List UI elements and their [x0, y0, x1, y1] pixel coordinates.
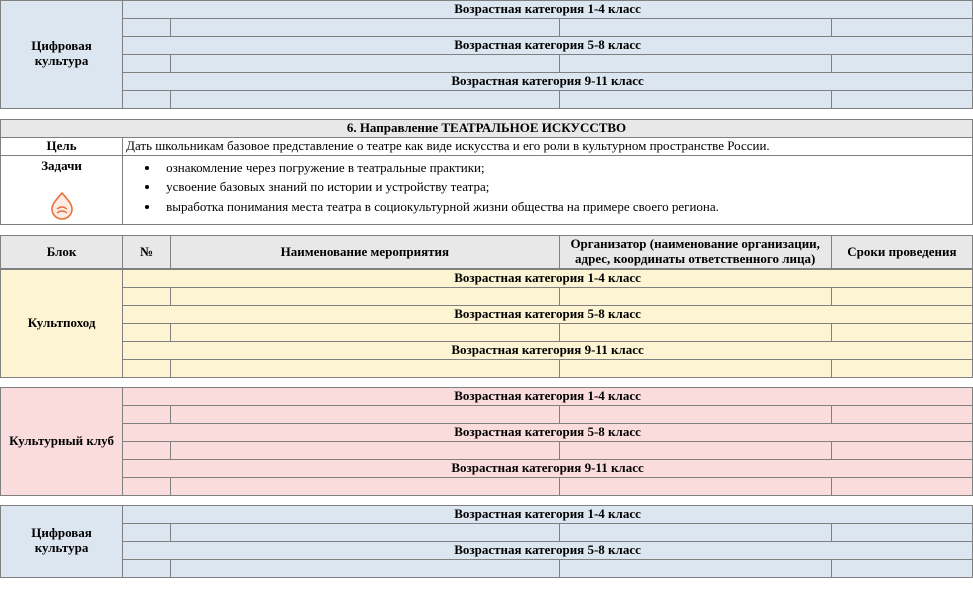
cell-number[interactable] — [123, 18, 171, 36]
table-row — [1, 442, 973, 460]
table-row — [1, 72, 973, 90]
cell-event-name[interactable] — [171, 477, 559, 495]
table-header-row — [1, 236, 973, 269]
cell-event-name[interactable] — [171, 90, 559, 108]
list-item: • выработка понимания места театра в социокультурной жизни общества на примере своего региона. — [160, 199, 969, 215]
spacer — [0, 496, 973, 505]
block-label-cultural-club: Культурный клуб — [1, 388, 123, 496]
table-row — [1, 523, 973, 541]
cell-event-name[interactable] — [171, 442, 559, 460]
column-header-organizer: Организатор (наименование организации, адрес, координаты ответственного лица) — [559, 236, 831, 269]
cell-event-name[interactable] — [171, 559, 559, 577]
cell-dates[interactable] — [831, 288, 972, 306]
list-item: • ознакомление через погружение в театральные практики; — [160, 160, 969, 176]
age-band-1-4: Возрастная категория 1-4 класс — [123, 270, 973, 288]
table-row — [1, 1, 973, 19]
goal-label: Цель — [1, 137, 123, 155]
cell-event-name[interactable] — [171, 406, 559, 424]
cell-number[interactable] — [123, 288, 171, 306]
table-block-cultural-club — [0, 387, 973, 496]
cell-event-name[interactable] — [171, 288, 559, 306]
block-label-digital-culture-top: Цифровая культура — [1, 1, 123, 109]
age-band-9-11: Возрастная категория 9-11 класс — [123, 72, 973, 90]
cell-organizer[interactable] — [559, 324, 831, 342]
table-row — [1, 270, 973, 288]
tasks-label-cell — [1, 155, 123, 225]
cell-dates[interactable] — [831, 18, 972, 36]
cell-number[interactable] — [123, 406, 171, 424]
cell-dates[interactable] — [831, 90, 972, 108]
table-row — [1, 90, 973, 108]
table-section-intro — [0, 119, 973, 226]
table-row — [1, 460, 973, 478]
cell-dates[interactable] — [831, 54, 972, 72]
cell-organizer[interactable] — [559, 559, 831, 577]
list-item: • усвоение базовых знаний по истории и устройству театра; — [160, 179, 969, 195]
cell-dates[interactable] — [831, 559, 972, 577]
cell-number[interactable] — [123, 442, 171, 460]
cell-event-name[interactable] — [171, 360, 559, 378]
table-row — [1, 342, 973, 360]
spacer — [0, 109, 973, 119]
column-header-block: Блок — [1, 236, 123, 269]
spacer — [0, 378, 973, 387]
age-band-5-8: Возрастная категория 5-8 класс — [123, 306, 973, 324]
table-row — [1, 119, 973, 137]
table-column-headers — [0, 235, 973, 269]
cell-number[interactable] — [123, 90, 171, 108]
cell-dates[interactable] — [831, 324, 972, 342]
cell-event-name[interactable] — [171, 324, 559, 342]
table-row — [1, 137, 973, 155]
cell-organizer[interactable] — [559, 442, 831, 460]
table-block-top — [0, 0, 973, 109]
block-label-digital-culture-bottom: Цифровая культура — [1, 505, 123, 577]
table-row — [1, 406, 973, 424]
age-band-5-8: Возрастная категория 5-8 класс — [123, 541, 973, 559]
age-band-1-4: Возрастная категория 1-4 класс — [123, 388, 973, 406]
table-row — [1, 388, 973, 406]
section-header: 6. Направление ТЕАТРАЛЬНОЕ ИСКУССТВО — [1, 119, 973, 137]
droplet-icon — [4, 188, 119, 222]
column-header-event-name: Наименование мероприятия — [171, 236, 559, 269]
cell-dates[interactable] — [831, 406, 972, 424]
column-header-dates: Сроки проведения — [831, 236, 972, 269]
cell-organizer[interactable] — [559, 360, 831, 378]
cell-organizer[interactable] — [559, 18, 831, 36]
cell-number[interactable] — [123, 477, 171, 495]
cell-dates[interactable] — [831, 360, 972, 378]
age-band-1-4: Возрастная категория 1-4 класс — [123, 1, 973, 19]
age-band-9-11: Возрастная категория 9-11 класс — [123, 460, 973, 478]
age-band-1-4: Возрастная категория 1-4 класс — [123, 505, 973, 523]
table-row — [1, 324, 973, 342]
column-header-number: № — [123, 236, 171, 269]
table-row — [1, 36, 973, 54]
cell-event-name[interactable] — [171, 54, 559, 72]
goal-text: Дать школьникам базовое представление о театре как виде искусства и его роли в культурном пространстве России. — [123, 137, 973, 155]
cell-number[interactable] — [123, 523, 171, 541]
age-band-5-8: Возрастная категория 5-8 класс — [123, 424, 973, 442]
cell-organizer[interactable] — [559, 406, 831, 424]
table-row — [1, 306, 973, 324]
table-row — [1, 155, 973, 225]
cell-event-name[interactable] — [171, 18, 559, 36]
cell-organizer[interactable] — [559, 54, 831, 72]
table-row — [1, 360, 973, 378]
cell-number[interactable] — [123, 54, 171, 72]
table-row — [1, 505, 973, 523]
tasks-cell — [123, 155, 973, 225]
table-row — [1, 541, 973, 559]
table-block-digital-culture-bottom — [0, 505, 973, 578]
cell-dates[interactable] — [831, 442, 972, 460]
cell-dates[interactable] — [831, 523, 972, 541]
tasks-list — [126, 160, 969, 215]
table-row — [1, 54, 973, 72]
cell-event-name[interactable] — [171, 523, 559, 541]
cell-number[interactable] — [123, 360, 171, 378]
cell-organizer[interactable] — [559, 523, 831, 541]
tasks-label: Задачи — [41, 157, 82, 173]
cell-dates[interactable] — [831, 477, 972, 495]
cell-number[interactable] — [123, 559, 171, 577]
table-row — [1, 477, 973, 495]
cell-organizer[interactable] — [559, 90, 831, 108]
table-row — [1, 424, 973, 442]
cell-organizer[interactable] — [559, 477, 831, 495]
table-row — [1, 18, 973, 36]
cell-organizer[interactable] — [559, 288, 831, 306]
table-row — [1, 559, 973, 577]
age-band-9-11: Возрастная категория 9-11 класс — [123, 342, 973, 360]
spacer — [0, 225, 973, 235]
block-label-kultpohod: Культпоход — [1, 270, 123, 378]
cell-number[interactable] — [123, 324, 171, 342]
table-block-kultpohod — [0, 269, 973, 378]
table-row — [1, 288, 973, 306]
age-band-5-8: Возрастная категория 5-8 класс — [123, 36, 973, 54]
